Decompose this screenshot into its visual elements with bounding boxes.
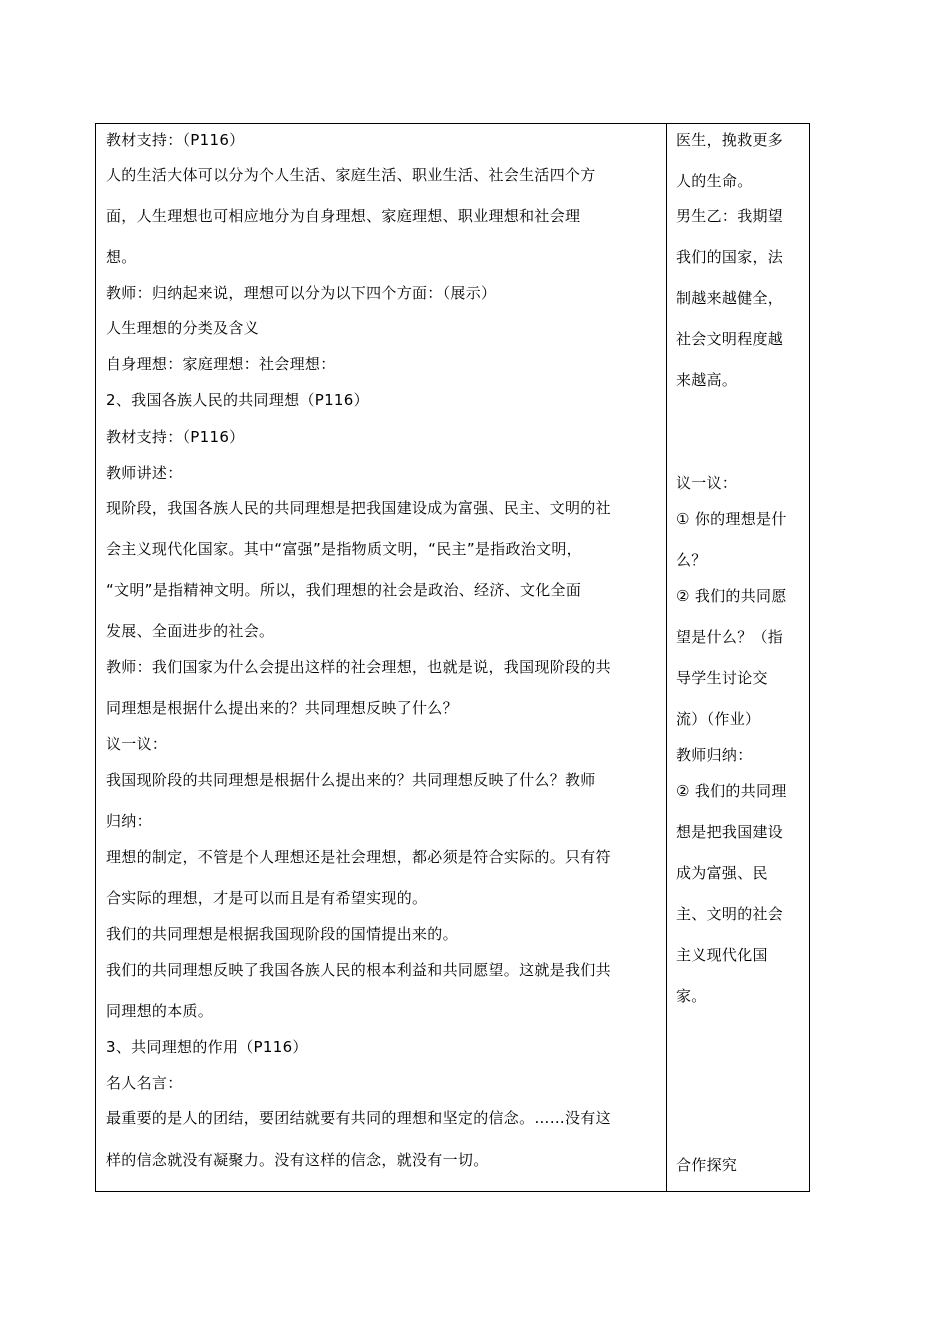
main-text-line: 样的信念就没有凝聚力。没有这样的信念，就没有一切。 bbox=[106, 1151, 489, 1169]
main-text-line: 面，人生理想也可相应地分为自身理想、家庭理想、职业理想和社会理 bbox=[106, 207, 581, 225]
side-text-line: 人的生命。 bbox=[676, 172, 753, 190]
side-text-line: ② 我们的共同愿 bbox=[676, 587, 787, 605]
main-text-line: 最重要的是人的团结，要团结就要有共同的理想和坚定的信念。……没有这 bbox=[106, 1109, 611, 1127]
side-text-line: ① 你的理想是什 bbox=[676, 510, 787, 528]
main-text-line: 名人名言： bbox=[106, 1074, 183, 1092]
side-text-line: 家。 bbox=[676, 987, 707, 1005]
main-text-line: 人生理想的分类及含义 bbox=[106, 319, 260, 337]
main-text-line: “文明”是指精神文明。所以，我们理想的社会是政治、经济、文化全面 bbox=[106, 581, 582, 599]
main-text-line: 想。 bbox=[106, 248, 137, 266]
side-text-line: 合作探究 bbox=[676, 1156, 738, 1174]
main-text-line: 教材支持：（P116） bbox=[106, 131, 245, 149]
main-text-line: 同理想的本质。 bbox=[106, 1002, 214, 1020]
main-text-line: 教材支持：（P116） bbox=[106, 428, 245, 446]
main-text-line: 发展、全面进步的社会。 bbox=[106, 622, 275, 640]
main-text-line: 会主义现代化国家。其中“富强”是指物质文明，“民主”是指政治文明， bbox=[106, 540, 582, 558]
side-text-line: 教师归纳： bbox=[676, 746, 753, 764]
main-text-line: 我们的共同理想反映了我国各族人民的根本利益和共同愿望。这就是我们共 bbox=[106, 961, 611, 979]
main-text-line: 我国现阶段的共同理想是根据什么提出来的？共同理想反映了什么？教师 bbox=[106, 771, 596, 789]
main-text-line: 议一议： bbox=[106, 735, 168, 753]
main-text-line: 现阶段，我国各族人民的共同理想是把我国建设成为富强、民主、文明的社 bbox=[106, 499, 611, 517]
side-text-line: ② 我们的共同理 bbox=[676, 782, 787, 800]
side-text-line: 流）（作业） bbox=[676, 710, 761, 728]
side-text-line: 望是什么？（指 bbox=[676, 628, 784, 646]
main-text-line: 2、我国各族人民的共同理想（P116） bbox=[106, 391, 369, 409]
side-text-line: 来越高。 bbox=[676, 371, 738, 389]
side-text-line: 么？ bbox=[676, 551, 707, 569]
main-text-line: 人的生活大体可以分为个人生活、家庭生活、职业生活、社会生活四个方 bbox=[106, 166, 596, 184]
side-text-line: 主、文明的社会 bbox=[676, 905, 784, 923]
main-text-line: 我们的共同理想是根据我国现阶段的国情提出来的。 bbox=[106, 925, 458, 943]
side-text-line: 我们的国家，法 bbox=[676, 248, 784, 266]
side-text-line: 医生，挽救更多 bbox=[676, 131, 784, 149]
side-text-line: 男生乙：我期望 bbox=[676, 207, 784, 225]
main-text-line: 归纳： bbox=[106, 812, 152, 830]
side-text-line: 议一议： bbox=[676, 474, 738, 492]
side-text-line: 制越来越健全， bbox=[676, 289, 784, 307]
main-text-line: 教师：归纳起来说，理想可以分为以下四个方面：（展示） bbox=[106, 284, 497, 302]
side-text-line: 导学生讨论交 bbox=[676, 669, 768, 687]
side-text-line: 社会文明程度越 bbox=[676, 330, 784, 348]
main-text-line: 理想的制定，不管是个人理想还是社会理想，都必须是符合实际的。只有符 bbox=[106, 848, 611, 866]
main-text-line: 合实际的理想，才是可以而且是有希望实现的。 bbox=[106, 889, 428, 907]
main-text-line: 教师：我们国家为什么会提出这样的社会理想，也就是说，我国现阶段的共 bbox=[106, 658, 611, 676]
side-text-line: 成为富强、民 bbox=[676, 864, 768, 882]
main-text-line: 教师讲述： bbox=[106, 464, 183, 482]
side-text-line: 主义现代化国 bbox=[676, 946, 768, 964]
main-text-line: 3、共同理想的作用（P116） bbox=[106, 1038, 308, 1056]
main-text-line: 自身理想：家庭理想：社会理想： bbox=[106, 355, 336, 373]
column-divider bbox=[666, 123, 667, 1192]
side-text-line: 想是把我国建设 bbox=[676, 823, 784, 841]
main-text-line: 同理想是根据什么提出来的？共同理想反映了什么？ bbox=[106, 699, 458, 717]
